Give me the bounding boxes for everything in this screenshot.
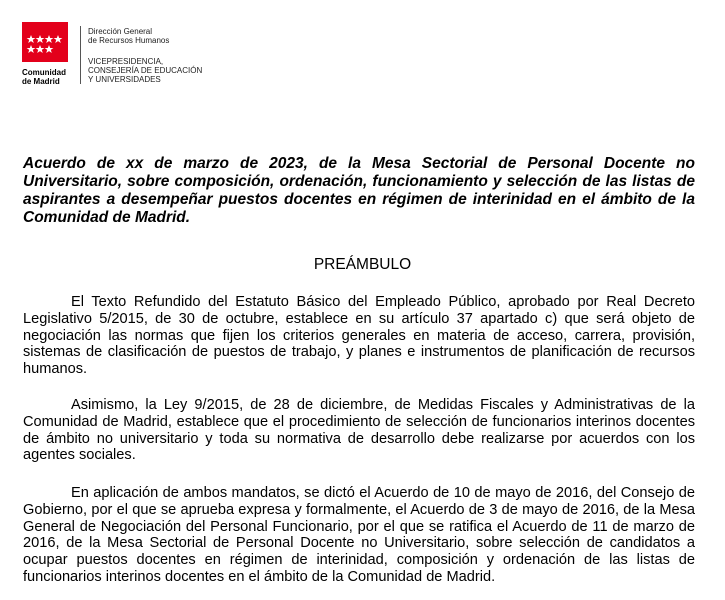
dept-line3: VICEPRESIDENCIA,: [88, 57, 164, 66]
dept-line5: Y UNIVERSIDADES: [88, 75, 161, 84]
dept-line1: Dirección General: [88, 27, 153, 36]
paragraph-2: Asimismo, la Ley 9/2015, de 28 de diciembre, de Medidas Fiscales y Administrativas de la Comunidad de Madrid, establece que el procedimiento de selección de funcionarios interinos docentes de ámbito no universitario y toda su normativa de desarrollo debe realizarse por acuerdos con los agentes sociales.: [23, 397, 695, 464]
dept-line2: de Recursos Humanos: [88, 36, 170, 45]
logo-label: [22, 68, 82, 86]
madrid-flag-icon: [22, 22, 68, 62]
document-title: Acuerdo de xx de marzo de 2023, de la Mesa Sectorial de Personal Docente no Universitario, sobre composición, ordenación, funcionamiento y selección de las listas de aspirantes a desempeñar puestos docentes en régimen de interinidad en el ámbito de la Comunidad de Madrid.: [23, 155, 695, 226]
section-heading: PREÁMBULO: [313, 256, 412, 273]
department-info: [88, 27, 202, 84]
paragraph-3: En aplicación de ambos mandatos, se dictó el Acuerdo de 10 de mayo de 2016, del Consejo de Gobierno, por el que se aprueba expresa y formalmente, el Acuerdo de 3 de mayo de 2016, de la Mesa General de Negociación del Personal Funcionario, por el que se ratifica el Acuerdo de 11 de marzo de 2016, de la Mesa Sectorial de Personal Docente no Universitario, sobre selección de candidatos a ocupar puestos docentes en régimen de interinidad, composición y ordenación de las listas de funcionarios interinos docentes en el ámbito de la Comunidad de Madrid.: [23, 485, 695, 585]
stars-icon: [22, 22, 68, 62]
dept-line4: CONSEJERÍA DE EDUCACIÓN: [88, 66, 203, 75]
logo-text-line1: Comunidad: [22, 68, 66, 77]
comunidad-de-madrid-logo: [22, 22, 76, 86]
paragraph-1: El Texto Refundido del Estatuto Básico del Empleado Público, aprobado por Real Decreto Legislativo 5/2015, de 30 de octubre, establece en su artículo 37 apartado c) que será objeto de negociación las normas que fijen los criterios generales en materia de acceso, carrera, provisión, sistemas de clasificación de puestos de trabajo, y planes e instrumentos de planificación de recursos humanos.: [23, 294, 695, 378]
header-divider: [80, 26, 81, 84]
logo-text-line2: de Madrid: [22, 77, 60, 86]
